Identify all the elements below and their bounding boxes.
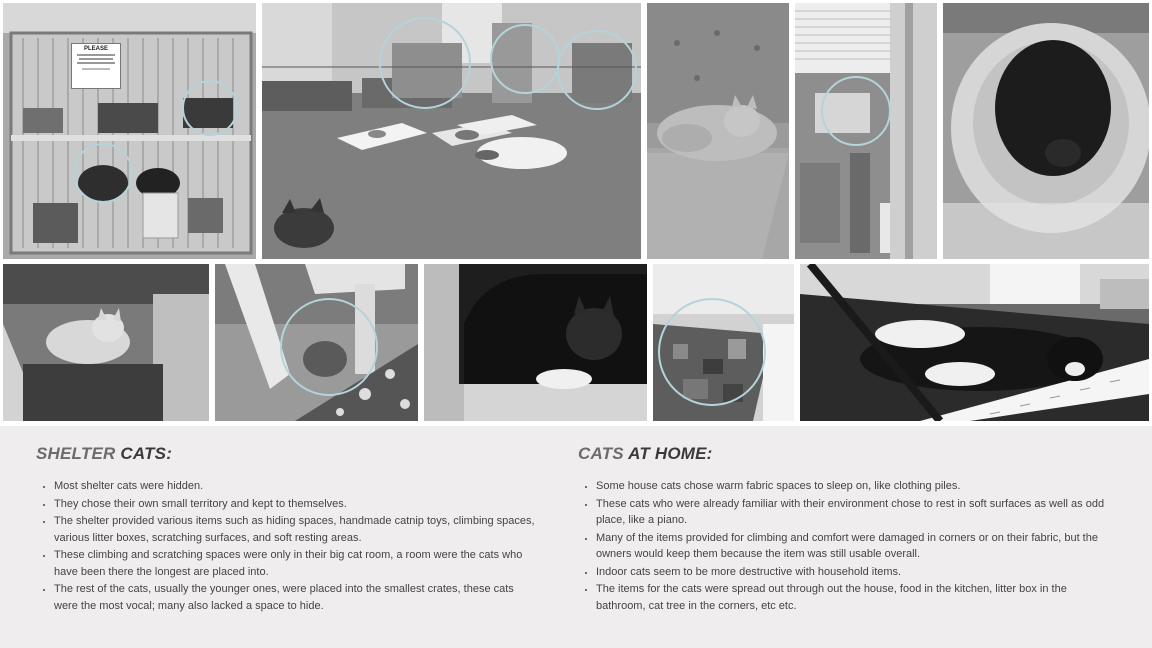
list-item: • The items for the cats were spread out through out the house, food in the kitchen, litter box in the bathroom, cat tree in the corners, etc etc. <box>596 581 1118 614</box>
home-heading <box>578 444 1118 464</box>
photo-cat-on-chair <box>647 3 789 259</box>
photo-black-cat-cubby <box>424 264 647 421</box>
shelter-heading <box>36 444 536 464</box>
photo-cat-tree-blanket <box>215 264 418 421</box>
list-item: • The shelter provided various items such as hiding spaces, handmade catnip toys, climbing spaces, various litter boxes, scratching surfaces, and soft resting areas. <box>54 513 536 546</box>
photo-shelter-crates <box>3 3 256 259</box>
list-item: • Most shelter cats were hidden. <box>54 478 536 495</box>
list-item: • These cats who were already familiar with their environment chose to rest in soft surfaces as well as odd place, like a piano. <box>596 496 1118 529</box>
shelter-section <box>36 444 536 615</box>
home-heading-a: CATS <box>578 444 624 463</box>
shelter-sign <box>71 43 121 89</box>
photo-cat-under-clothes <box>3 264 209 421</box>
highlight-ring <box>73 143 133 203</box>
home-list <box>578 478 1118 614</box>
list-item: • Indoor cats seem to be more destructive with household items. <box>596 564 1118 581</box>
photo-cat-shelf-clutter <box>653 264 794 421</box>
list-item: • The rest of the cats, usually the younger ones, were placed into the smallest crates, these cats were the most vocal; many also lacked a space to hide. <box>54 581 536 614</box>
highlight-ring <box>280 298 378 396</box>
highlight-ring <box>557 30 637 110</box>
highlight-ring <box>490 24 560 94</box>
list-item: • These climbing and scratching spaces were only in their big cat room, a room were the cats who have been there the longest are placed into. <box>54 547 536 580</box>
shelter-heading-a: SHELTER <box>36 444 116 463</box>
highlight-ring <box>658 298 766 406</box>
shelter-sign-title: PLEASE <box>83 46 108 52</box>
home-heading-b: AT HOME: <box>623 444 713 463</box>
highlight-ring <box>379 17 471 109</box>
text-panel <box>0 426 1152 648</box>
list-item: • Some house cats chose warm fabric spaces to sleep on, like clothing piles. <box>596 478 1118 495</box>
shelter-list <box>36 478 536 614</box>
highlight-ring <box>821 76 891 146</box>
list-item: • They chose their own small territory and kept to themselves. <box>54 496 536 513</box>
list-item: • Many of the items provided for climbing and comfort were damaged in corners or on their fabric, but the owners would keep them because the item was still usable overall. <box>596 530 1118 563</box>
photo-cat-on-piano <box>800 264 1149 421</box>
photo-black-cat-bed <box>943 3 1149 259</box>
highlight-ring <box>182 80 238 136</box>
photo-shelter-room <box>262 3 641 259</box>
photo-cat-tree-window <box>795 3 937 259</box>
shelter-heading-b: CATS: <box>115 444 173 463</box>
home-section <box>578 444 1118 615</box>
